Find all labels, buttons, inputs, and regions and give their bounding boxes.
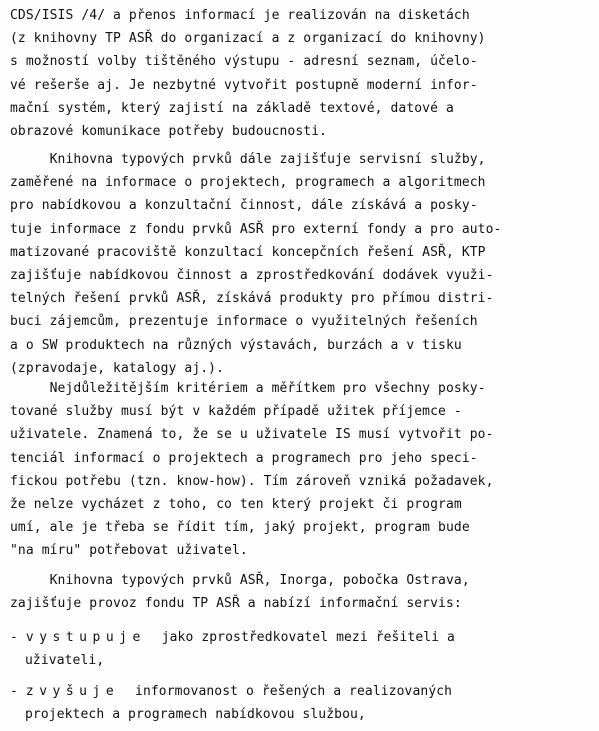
- text-line: mační systém, který zajistí na základě textové, datové a: [10, 100, 454, 116]
- text-line: a o SW produktech na různých výstavách, burzách a v tisku: [10, 337, 462, 353]
- text-line: matizované pracoviště konzultací koncepčních řešení ASŘ, KTP: [10, 244, 486, 260]
- text-line: tované služby musí být v každém případě užitek příjemce -: [10, 404, 462, 420]
- paragraph-1: [10, 4, 595, 143]
- text-line: obrazové komunikace potřeby budoucnosti.: [10, 123, 328, 139]
- bullet-text: uživateli,: [25, 653, 105, 669]
- bullet-continuation: [10, 649, 595, 672]
- text-line: uživatele. Znamená to, že se u uživatele IS musí vytvořit po-: [10, 427, 494, 443]
- text-line: zajišťuje provoz fondu TP ASŘ a nabízí informační servis:: [10, 596, 462, 612]
- paragraph-2: [10, 148, 595, 380]
- text-line: telných řešení prvků ASŘ, získává produkty pro přímou distri-: [10, 291, 494, 307]
- bullet-item-2: [10, 680, 595, 726]
- paragraph-4: [10, 569, 595, 615]
- text-line: Nejdůležitějším kritériem a měřítkem pro všechny posky-: [10, 381, 486, 396]
- bullet-text: projektech a programech nabídkovou službou,: [25, 707, 366, 723]
- text-line: tenciál informací o projektech a programech pro jeho speci-: [10, 450, 478, 466]
- bullet-keyword: vystupuje: [25, 630, 146, 645]
- bullet-item-1: [10, 626, 595, 672]
- text-line: (zpravodaje, katalogy aj.).: [10, 360, 225, 376]
- text-line: pro nabídkovou a konzultační činnost, dále získává a posky-: [10, 198, 478, 214]
- text-line: s možností volby tištěného výstupu - adresní seznam, účelo-: [10, 54, 478, 70]
- text-line: vé rešerše aj. Je nezbytné vytvořit postupně moderní infor-: [10, 77, 478, 93]
- text-line: že nelze vycházet z toho, co ten který projekt či program: [10, 496, 462, 512]
- text-line: (z knihovny TP ASŘ do organizací a z organizací do knihovny): [10, 31, 486, 47]
- bullet-text: jako zprostředkovatel mezi řešiteli a: [161, 630, 455, 645]
- paragraph-3: [10, 377, 595, 563]
- bullet-keyword: zvyšuje: [25, 684, 120, 699]
- text-line: tuje informace z fondu prvků ASŘ pro externí fondy a pro auto-: [10, 221, 502, 237]
- text-line: umí, ale je třeba se řídit tím, jaký projekt, program bude: [10, 520, 470, 536]
- text-line: CDS/ISIS /4/ a přenos informací je realizován na disketách: [10, 8, 470, 23]
- bullet-text: informovanost o řešených a realizovaných: [135, 684, 453, 699]
- bullet-dash: -: [10, 684, 18, 699]
- text-line: Knihovna typových prvků ASŘ, Inorga, pobočka Ostrava,: [10, 573, 470, 588]
- text-line: zajišťuje nabídkovou činnost a zprostředkování dodávek využi-: [10, 267, 494, 283]
- text-line: Knihovna typových prvků dále zajišťuje servisní služby,: [10, 152, 486, 167]
- text-line: buci zájemcům, prezentuje informace o využitelných řešeních: [10, 314, 478, 330]
- bullet-first-line: [10, 626, 595, 649]
- text-line: "na míru" potřebovat uživatel.: [10, 543, 248, 559]
- bullet-first-line: [10, 680, 595, 703]
- bullet-dash: -: [10, 630, 18, 645]
- text-line: fickou potřebu (tzn. know-how). Tím zároveň vzniká požadavek,: [10, 473, 494, 489]
- text-line: zaměřené na informace o projektech, programech a algoritmech: [10, 175, 486, 191]
- bullet-continuation: [10, 703, 595, 726]
